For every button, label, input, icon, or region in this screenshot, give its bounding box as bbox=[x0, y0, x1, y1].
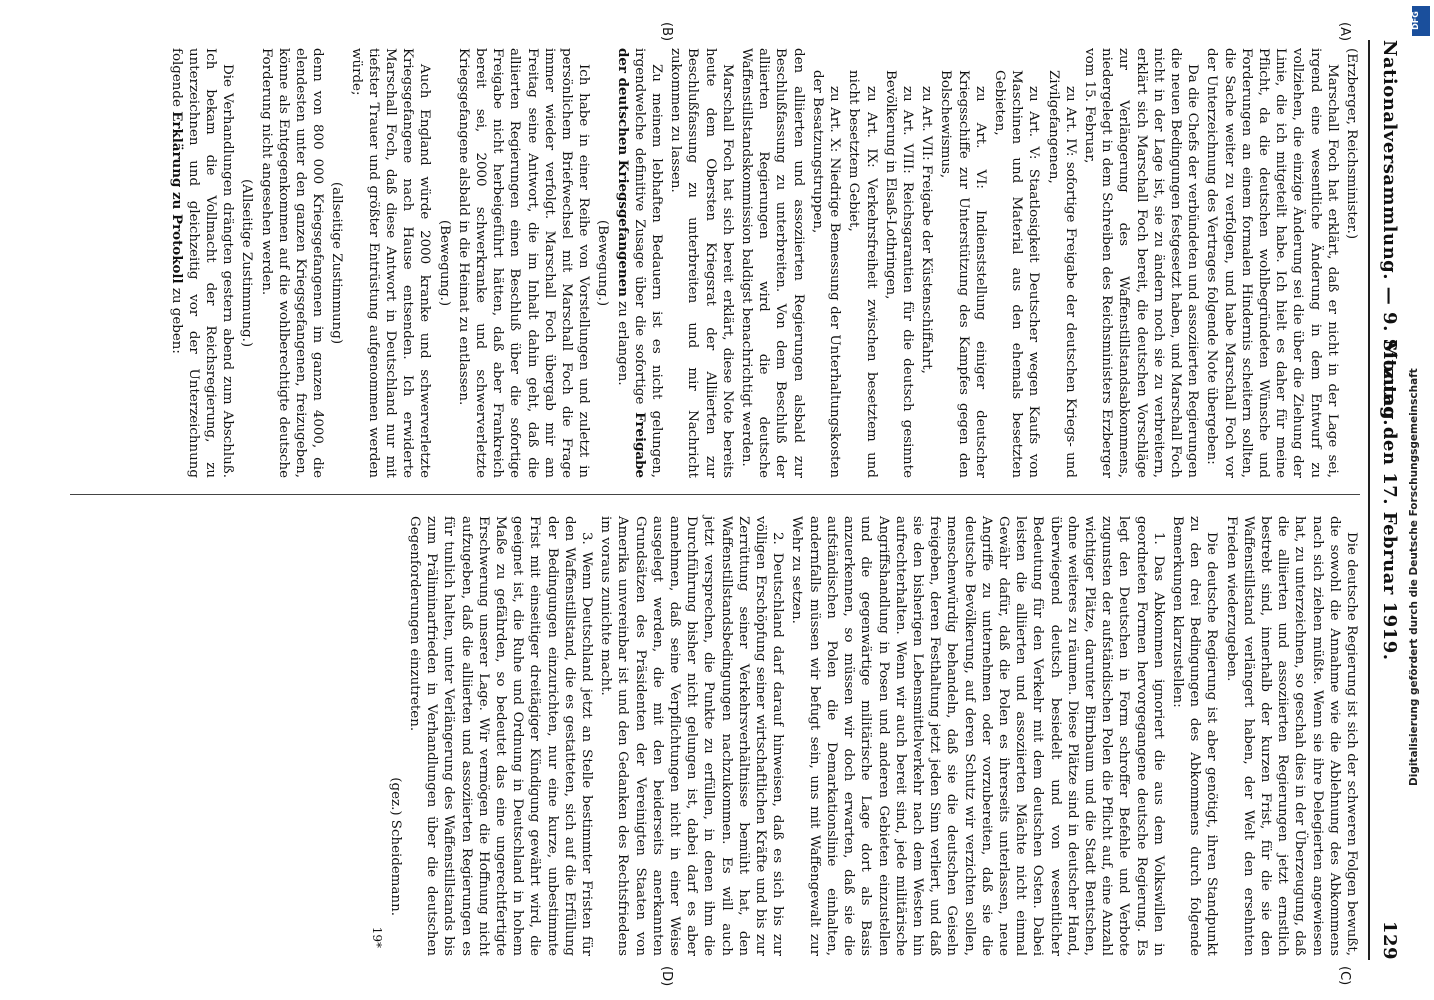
interjection: (Bewegung.) bbox=[436, 219, 452, 307]
signature: (gez.) Scheidemann. bbox=[387, 777, 403, 916]
article-item: zu Art. IV: sofortige Freigabe der deutschen Kriegs- und Zivilgefangenen, bbox=[1045, 70, 1078, 478]
text-run: zu geben: bbox=[168, 283, 184, 354]
column-divider bbox=[70, 494, 1360, 495]
article-item: zu Art. X: Niedrige Bemessung der Unterhaltungskosten der Besatzungstruppen, bbox=[809, 70, 843, 478]
article-item: zu Art. VI: Indienststellung einiger deutscher Kriegsschiffe zur Unterstützung des Kampfes gegen den Bolschewismus, bbox=[938, 70, 988, 478]
margin-marker-a: (A) bbox=[1337, 22, 1352, 42]
page-header bbox=[1374, 40, 1400, 960]
digitization-credit bbox=[1404, 230, 1426, 790]
header-rule bbox=[1368, 40, 1370, 960]
right-column bbox=[365, 516, 1360, 956]
paragraph bbox=[167, 48, 236, 478]
paragraph: den alliierten und assoziierten Regierungen alsbald zur Beschlußfassung zu unterbreiten. Von dem Beschluß der alliierten Regierungen wird die deutsche Waffenstillstandskommission baldigst benachrichtigt werden. bbox=[739, 48, 806, 478]
paragraph: Da die Chefs der verbündeten und assoziierten Regierungen die neuen Bedingungen festgesetzt haben, und Marschall Foch nicht in der Lage ist, sie zu ändern noch sie zu verbreitern, erklärt sich Marschall Foch bereit, die deutschen Vorschläge zur Verlängerung des Waffenstillstandsabkommens, niedergelegt in dem Schreiben des Reichsministers Erzberger vom 15. Februar, bbox=[1081, 48, 1201, 478]
paragraph: denn von 800 000 Kriegsgefangenen im ganzen 4000, die elendesten unter den ganzen Kriegsgefangenen, freizugeben, könne als Entgegenkommen auf die wohlberechtigte deutsche Forderung nicht angesehen werden. bbox=[258, 48, 326, 478]
credit-text: Digitalisierung gefördert durch die Deutsche Forschungsgemeinschaft bbox=[1408, 368, 1420, 786]
paragraph: Marschall Foch hat erklärt, daß er nicht in der Lage sei, irgend eine wesentliche Änderung in dem Entwurf zu vollziehen, die einzige Änderung sei die über die Ziehung der Linie, die ich mitgeteilt habe. Ich hielt es daher für meine Pflicht, da die deutschen wohlbegründeten Wünsche und Forderungen an einem formalen Hindernis scheitern sollten, die Sache weiter zu verfolgen, und habe Marschall Foch vor der Unterzeichnung des Vertrages folgende Note übergeben: bbox=[1204, 48, 1340, 478]
paragraph: 1. Das Abkommen ignoriert die aus dem Volkswillen in geordneten Formen hervorgegangene deutsche Regierung. Es legt den Deutschen in Form schroffer Befehle und Verbote zugunsten der aufständischen Polen die Pflicht auf, eine Anzahl wichtiger Plätze, darunter Birnbaum und die Stadt Bentschen, ohne weiteres zu räumen. Diese Plätze sind in deutscher Hand, überwiegend deutsch besiedelt und von wesentlicher Bedeutung für den Verkehr mit dem deutschen Osten. Dabei leisten die alliierten und assoziierten Mächte nicht einmal Gewähr dafür, daß die Polen es ihrerseits unterlassen, neue Angriffe zu unternehmen oder vorzubereiten, daß sie die deutsche Bevölkerung, auf deren Schutz wir verzichten sollen, menschenwürdig behandeln, daß sie die deutschen Geiseln freigeben, deren Festhaltung jetzt jeden Sinn verliert, und daß sie den bisherigen Lebensmittelverkehr nach dem Westen hin aufrechterhalten. Wenn wir auch bereit sind, jede militärische Angriffshandlung in Posen und anderen Gebieten einzustellen und die gegenwärtige militärische Lage dort als Basis anzuerkennen, so müssen wir doch erwarten, daß sie die aufständischen Polen die Demarkationslinie einhalten, andernfalls müssen wir befugt sein, uns mit Waffengewalt zur Wehr zu setzen. bbox=[789, 516, 1166, 956]
paragraph: Marschall Foch hat sich bereit erklärt, diese Note bereits heute dem Obersten Kriegsrat der Alliierten zur Beschlußfassung zu unterbreiten und mir Nachricht zukommen zu lassen. bbox=[668, 48, 735, 478]
paragraph: 3. Wenn Deutschland jetzt an Stelle bestimmter Fristen für den Waffenstillstand, die es gestatteten, sich auf die Erfüllung der Bedingungen einzurichten, nur eine kurze, unbestimmte Frist mit einseitiger dreitägiger Kündigung gewährt wird, die geeignet ist, die Ruhe und Ordnung in Deutschland in hohem Maße zu gefährden, so bedeutet das eine ungerechtfertigte Erschwerung unserer Lage. Wir vermögen die Hoffnung nicht aufzugeben, daß die alliierten und assoziierten Regierungen es für tunlich halten, unter Verlängerung des Waffenstillstands bis zum Präliminarfrieden in Verhandlungen über die deutschen Gegenforderungen einzutreten. bbox=[407, 516, 595, 956]
header-title: Nationalversammlung. — 9. Sitzung. bbox=[1379, 40, 1400, 426]
margin-marker-c: (C) bbox=[1337, 966, 1352, 986]
paragraph: Ich habe in einer Reihe von Vorstellungen und zuletzt in persönlichem Briefwechsel mit Marschall Foch die Frage immer wieder verfolgt. Marschall Foch übergab mir am Freitag seine Antwort, die im Inhalt dahin geht, daß die alliierten Regierungen einen Beschluß über die sofortige Freigabe nicht herbeigeführt hätten, daß aber Frankreich bereit sei, 2000 schwerkranke und schwerverletzte Kriegsgefangene alsbald in die Heimat zu entlassen. bbox=[455, 48, 592, 478]
interjection: (Bewegung.) bbox=[595, 219, 611, 307]
speaker-label: (Erzberger, Reichsminister.) bbox=[1344, 48, 1359, 240]
paragraph: Die deutsche Regierung ist sich der schweren Folgen bewußt, die sowohl die Annahme wie die Ablehnung des Abkommens nach sich ziehen müßte. Wenn sie ihre Delegierten angewiesen hat, zu unterzeichnen, so geschah dies in der Überzeugung, daß die alliierten und assoziierten Regierungen jetzt ernstlich bestrebt sind, innerhalb der kurzen Frist, für die sie den Waffenstillstand verlängert haben, der Welt den ersehnten Frieden wiederzugeben. bbox=[1223, 516, 1359, 956]
article-item: zu Art. V: Staatlosigkeit Deutscher wegen Kaufs von Maschinen und Material aus den ehemals besetzten Gebieten, bbox=[991, 70, 1042, 478]
dfg-logo bbox=[1412, 6, 1430, 36]
paragraph bbox=[613, 48, 665, 478]
emphasis-text: Freigabe der deutschen Kriegsgefangenen bbox=[614, 48, 648, 478]
paragraph: Auch England würde 2000 kranke und schwerverletzte Kriegsgefangene nach Hause entsenden. Ich erwiderte Marschall Foch, daß diese Antwort in Deutschland nur mit tiefster Trauer und größter Entrüstung aufgenommen werden würde; bbox=[348, 48, 433, 478]
page-number: 129 bbox=[1379, 920, 1400, 960]
text-run: Die Verhandlungen drängten gestern abend zum Abschluß. Ich bekam die Vollmacht der Reichsregierung, zu unterzeichnen und gleichzeitig vor der Unterzeichnung folgende bbox=[168, 48, 236, 478]
interjection: (Allseitige Zustimmung.) bbox=[239, 178, 255, 348]
text-run: Zu meinem lebhaften Bedauern ist es nicht gelungen, irgendwelche definitive Zusage über die sofortige bbox=[631, 48, 665, 478]
article-item: zu Art. VII: Freigabe der Küstenschiffahrt, bbox=[919, 86, 935, 374]
article-item: zu Art. VIII: Reichsgarantien für die deutsch gesinnte Bevölkerung in Elsaß-Lothringen, bbox=[882, 70, 915, 478]
article-item: zu Art. IX: Verkehrsfreiheit zwischen besetztem und nicht besetztem Gebiet, bbox=[846, 70, 879, 478]
sheet-mark: 19* bbox=[369, 926, 384, 948]
logo-text: DFG bbox=[1410, 11, 1420, 30]
header-date: Montag den 17. Februar 1919. bbox=[1379, 339, 1400, 661]
margin-marker-d: (D) bbox=[659, 966, 674, 987]
emphasis-text: Erklärung zu Protokoll bbox=[168, 111, 185, 284]
paragraph: 2. Deutschland darf darauf hinweisen, daß es sich bis zur völligen Erschöpfung seiner wirtschaftlichen Kräfte und bis zur Zerrüttung seiner Verkehrsverhältnisse bemüht hat, den Waffenstillstandsbedingungen nachzukommen. Es will auch jetzt versprechen, die Punkte zu erfüllen, in denen ihm die Durchführung bisher nicht gelungen ist, dabei darf es aber annehmen, daß seine Verpflichtungen nicht in einer Weise ausgelegt werden, die mit den beiderseits anerkannten Grundsätzen des Präsidenten der Vereinigten Staaten von Amerika unvereinbar ist und den Gedanken des Rechtsfriedens im voraus zunichte macht. bbox=[598, 516, 786, 956]
left-column bbox=[165, 48, 1360, 478]
text-run: zu erlangen. bbox=[614, 296, 630, 386]
interjection: (allseitige Zustimmung) bbox=[329, 181, 345, 345]
paragraph: Die deutsche Regierung ist aber genötigt, ihren Standpunkt zu den drei Bedingungen des Abkommens durch folgende Bemerkungen klarzustellen: bbox=[1169, 516, 1220, 956]
margin-marker-b: (B) bbox=[659, 22, 674, 42]
